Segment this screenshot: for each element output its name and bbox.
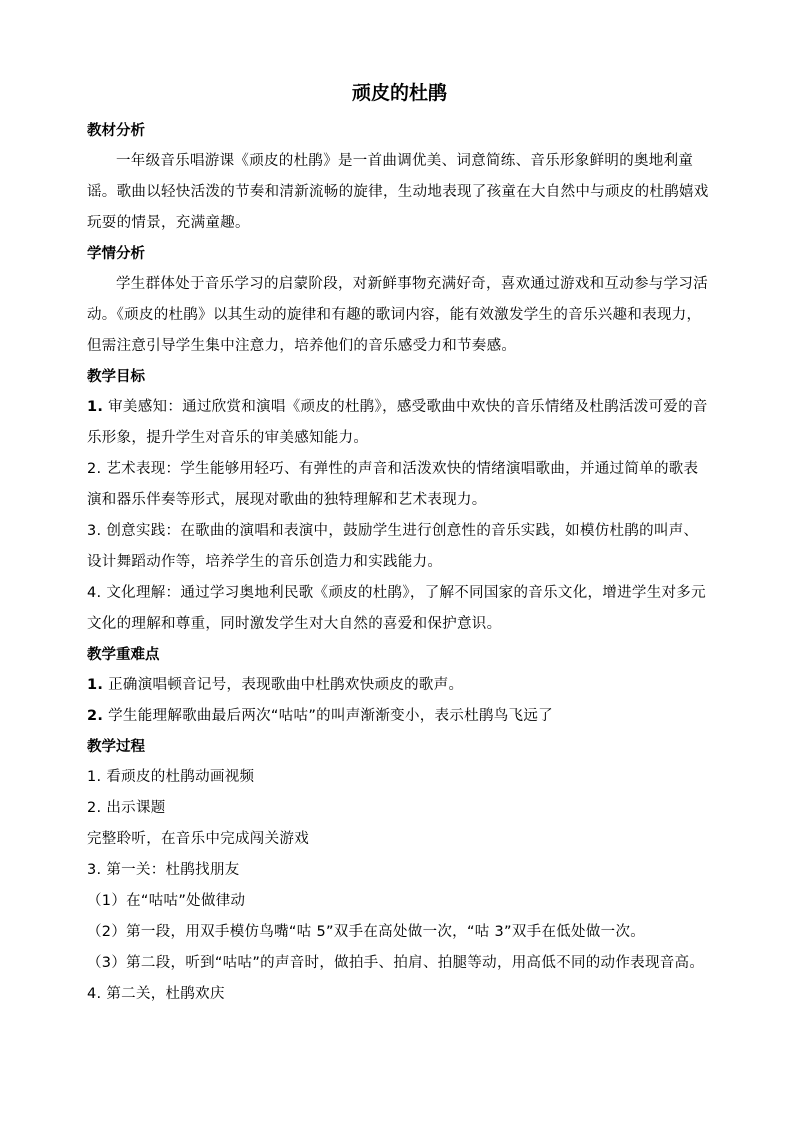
document-page [87, 78, 712, 1010]
goal-item-3 [87, 516, 712, 578]
page-title: 顽皮的杜鹃 [351, 82, 447, 104]
goal-text: 文化理解：通过学习奥地利民歌《顽皮的杜鹃》，了解不同国家的音乐文化，增进学生对多元文化的理解和尊重，同时激发学生对大自然的喜爱和保护意识。 [87, 585, 706, 632]
process-line: 2. 出示课题 [87, 800, 166, 816]
keypoint-text: 学生能理解歌曲最后两次“咕咕”的叫声渐渐变小，表示杜鹃鸟飞远了 [108, 708, 553, 724]
keypoint-number: 1. [87, 677, 104, 693]
heading-keypoints: 教学重难点 [87, 647, 160, 663]
process-line: （3）第二段，听到“咕咕”的声音时，做拍手、拍肩、拍腿等动，用高低不同的动作表现音高。 [87, 955, 705, 971]
process-line: 完整聆听，在音乐中完成闯关游戏 [87, 831, 309, 847]
keypoint-item-1 [87, 670, 712, 701]
process-line: 1. 看顽皮的杜鹃动画视频 [87, 769, 255, 785]
goal-item-1 [87, 392, 712, 454]
process-line: 3. 第一关：杜鹃找朋友 [87, 862, 240, 878]
goal-item-4 [87, 578, 712, 640]
heading-material: 教材分析 [87, 123, 145, 139]
goal-number: 4. [87, 585, 102, 601]
heading-process: 教学过程 [87, 739, 145, 755]
process-line: （2）第一段，用双手模仿鸟嘴“咕 5”双手在高处做一次，“咕 3”双手在低处做一次。 [87, 924, 646, 940]
goal-text: 创意实践：在歌曲的演唱和表演中，鼓励学生进行创意性的音乐实践，如模仿杜鹃的叫声、设计舞蹈动作等，培养学生的音乐创造力和实践能力。 [87, 523, 699, 570]
process-line: （1）在“咕咕”处做律动 [87, 893, 246, 909]
heading-students: 学情分析 [87, 246, 145, 262]
paragraph-students: 学生群体处于音乐学习的启蒙阶段，对新鲜事物充满好奇，喜欢通过游戏和互动参与学习活动。《顽皮的杜鹃》以其生动的旋律和有趣的歌词内容，能有效激发学生的音乐兴趣和表现力，但需注意引导学生集中注意力，培养他们的音乐感受力和节奏感。 [87, 276, 708, 354]
keypoint-text: 正确演唱顿音记号，表现歌曲中杜鹃欢快顽皮的歌声。 [108, 677, 464, 693]
goal-number: 2. [87, 461, 102, 477]
goal-number: 1. [87, 399, 104, 415]
goal-item-2 [87, 454, 712, 516]
keypoint-item-2 [87, 701, 712, 732]
process-line: 4. 第二关，杜鹃欢庆 [87, 986, 225, 1002]
goal-text: 艺术表现：学生能够用轻巧、有弹性的声音和活泼欢快的情绪演唱歌曲，并通过简单的歌表演和器乐伴奏等形式，展现对歌曲的独特理解和艺术表现力。 [87, 461, 699, 508]
goal-text: 审美感知：通过欣赏和演唱《顽皮的杜鹃》，感受歌曲中欢快的音乐情绪及杜鹃活泼可爱的音乐形象，提升学生对音乐的审美感知能力。 [87, 399, 708, 446]
heading-goals: 教学目标 [87, 369, 145, 385]
paragraph-material: 一年级音乐唱游课《顽皮的杜鹃》是一首曲调优美、词意简练、音乐形象鲜明的奥地利童谣。歌曲以轻快活泼的节奏和清新流畅的旋律，生动地表现了孩童在大自然中与顽皮的杜鹃嬉戏玩耍的情景，充满童趣。 [87, 153, 709, 231]
keypoint-number: 2. [87, 708, 104, 724]
goal-number: 3. [87, 523, 102, 539]
